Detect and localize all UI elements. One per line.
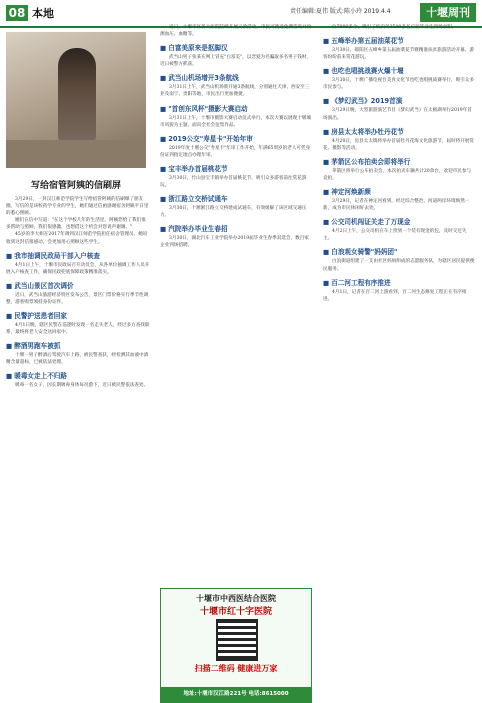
ad-hospital-alt-name: 十堰市红十字医院 <box>199 607 272 617</box>
article-paragraph: 3月30日，十堰浙江路立交桥建成试通车，有效缓解了该区域交通压力。 <box>160 206 307 219</box>
article-headline[interactable]: ■ 百二河工程有序推进 <box>323 277 475 287</box>
article-paragraph: 她们在信中写道："在这个学校几年的生活里，阿姨您给了我们很多帮助与照顾，我们很感激，也想借这个机会对您说声谢谢。" <box>6 218 146 231</box>
article-headline[interactable]: ■ "首创东风杯"摄影大赛启动 <box>160 103 312 113</box>
article-paragraph: 3月30日，郧阳区五峰乡第五届油菜花节暨精准扶贫旅游活动开幕，游客纷纷前来赏花游玩。 <box>323 48 474 61</box>
article-headline[interactable]: ■ 公交司机闯证关走了万现金 <box>323 216 475 226</box>
article-paragraph: 4月1日上午，十堰市民政局召开动员会，从各单位抽调工作人员开展入户核查工作，确保民政兜底保障政策精准落实。 <box>6 262 150 275</box>
article-headline[interactable]: ■ 白富美原来是抠脚汉 <box>160 42 312 52</box>
article-headline[interactable]: ■ 醉酒男跑车被抓 <box>6 340 150 350</box>
article-paragraph: 4月20日，房县太太镇将举办首届牡丹花海文化旅游节，届时将开展赏花、摄影等活动。 <box>323 138 474 151</box>
article-paragraph: 3月30日，湖北汽车工业学院举办2019届毕业生春季双选会，数百家企业到场招聘。 <box>160 236 309 249</box>
section-title: 本地 <box>32 7 54 20</box>
article-headline[interactable]: ■ 五峰举办第五届油菜花节 <box>323 35 475 45</box>
students-photo <box>6 32 146 168</box>
article-paragraph: 45岁的李大姐在2017年调到汉江师范学院担任宿舍管理员，她说收到这封信很感动，会更加用心照顾这些学生。 <box>6 232 148 245</box>
article-paragraph: 十堰一男子醉酒后驾驶汽车上路，被民警查获，经检测其血液中酒精含量超标，已被依法处理。 <box>6 353 149 366</box>
article-paragraph: 3月29日，记者在神定河看到，经过综合整治，河道两岸环境焕然一新，成为市民休闲好去处。 <box>323 199 470 212</box>
ad-slogan: 扫描二维码 健康进万家 <box>194 664 278 673</box>
article-paragraph: 3月30日，竹山县宝丰镇举办首届桃花节，吸引众多游客前往赏花游玩。 <box>160 175 307 189</box>
article-headline[interactable]: ■ 房县太太将举办牡丹花节 <box>323 126 475 136</box>
article-paragraph: 武当山男子张某在网上冒充"白富美"，以恋爱为名骗取多名男子钱财，近日被警方抓获。 <box>160 55 312 68</box>
article-paragraph: 茅箭区将举行公车拍卖会，本次拍卖车辆共计20余台，欢迎市民参与竞拍。 <box>323 168 472 181</box>
article-headline[interactable]: ■ 白浪观女骑警"妈妈团" <box>323 246 475 256</box>
article-headline[interactable]: ■ 武当山景区首次调价 <box>6 280 150 290</box>
article-paragraph: 近日，武当山旅游经济特区发布公告，景区门票价格实行季节性调整，游客购票须持身份证件。 <box>6 292 149 305</box>
article-paragraph: 2019年度十堰公交"寿星卡"年审工作开始，年满65周岁的老人可凭身份证到指定地点办理年审。 <box>160 145 311 158</box>
article-paragraph: 4月1日晚，辖区民警在巡逻时发现一名走失老人，经过多方查找联系，最终将老人安全送回家中。 <box>6 323 150 336</box>
article-headline[interactable]: ■ 暖毒女走上不归路 <box>6 370 150 380</box>
article-paragraph: 3月30日，十堰广播电视台美食文化节也吃也唱挑战赛举行，吸引众多市民参与。 <box>323 78 474 91</box>
qr-code-icon[interactable] <box>216 619 258 661</box>
column-right <box>323 24 475 303</box>
article-headline[interactable]: ■ 汽院举办毕业生春招 <box>160 223 312 233</box>
article-paragraph: 3月29日晚，大型旅游演艺节目《梦幻武当》在太极湖举行2019年首场演出。 <box>323 108 472 121</box>
column-middle <box>160 24 312 250</box>
photo-caption: 写给宿管阿姨的信刷屏 <box>30 181 121 191</box>
article-headline[interactable]: ■ 民警护送患者回家 <box>6 310 150 320</box>
student-figure <box>58 48 96 144</box>
page-number: 08 <box>6 5 28 21</box>
article-paragraph: 3月31日上午，武当山机场新开通3条航线，分别通往天津、西安至三亚及南宁、贵阳等地，市民出行更加便捷。 <box>160 85 310 98</box>
article-paragraph: 位7000多个，吸引了校内外3500多名应届毕业生到场求职。 <box>332 25 457 30</box>
masthead-logo: 十堰周刊 <box>420 3 476 22</box>
article-headline[interactable]: ■ 宝丰举办首届桃花节 <box>160 163 312 173</box>
ad-address: 地址:十堰市汉江路221号 电话:8615000 <box>161 687 311 702</box>
article-paragraph: 吸毒一名女子，因长期吸毒身体每况愈下，近日被民警依法查处。 <box>15 383 149 389</box>
article-paragraph: 4月1日，记者在百二河上游看到，百二河生态修复工程正在有序推进。 <box>323 289 467 302</box>
article-headline[interactable]: ■ 也吃也唱挑战赛火爆十堰 <box>323 65 475 75</box>
article-paragraph: 3月31日上午，十堰市摄影大赛启动仪式举行，本次大赛以展现十堰城市风貌为主题，面向全社会征集作品。 <box>160 115 311 128</box>
article-paragraph: 3月29日，一封汉江师范学院学生写给宿管阿姨的信刷爆了朋友圈。写信的是该校药学专业的学生，她们通过信函感谢宿舍阿姨平日里的悉心照顾。 <box>6 197 149 217</box>
article-headline[interactable]: ■ 2019公交"寿星卡"开始年审 <box>160 133 312 143</box>
ad-hospital-name: 十堰市中西医结合医院 <box>196 593 276 603</box>
article-paragraph: 近日，十堰市区各大医院陆续开展义诊活动，市民可就近免费咨询并检测血压、血糖等。 <box>160 25 312 38</box>
editor-credits: 责任编辑:夏伟 版式:陈小玲 2019.4.4 <box>290 8 391 15</box>
photo-desk <box>6 140 146 168</box>
article-headline[interactable]: ■ 神定河焕新颜 <box>323 186 475 196</box>
article-paragraph: 4月2日上午，公交司机在车上捡到一个装有现金的包，及时交还失主。 <box>323 229 467 242</box>
column-left <box>6 196 150 390</box>
article-headline[interactable]: ■ 浙江路立交桥试通车 <box>160 193 312 203</box>
article-headline[interactable]: ■ 我市抽调民政局干部入户核查 <box>6 250 150 260</box>
article-headline[interactable]: ■ 茅箭区公布拍卖会即将举行 <box>323 156 475 166</box>
article-headline[interactable]: ■ 《梦幻武当》2019首演 <box>323 95 475 105</box>
article-paragraph: 白浪街道组建了一支由社区妈妈组成的志愿服务队，为辖区居民提供便民服务。 <box>323 259 475 272</box>
hospital-advertisement[interactable] <box>160 588 312 703</box>
article-headline[interactable]: ■ 武当山机场增开3条航线 <box>160 72 312 82</box>
